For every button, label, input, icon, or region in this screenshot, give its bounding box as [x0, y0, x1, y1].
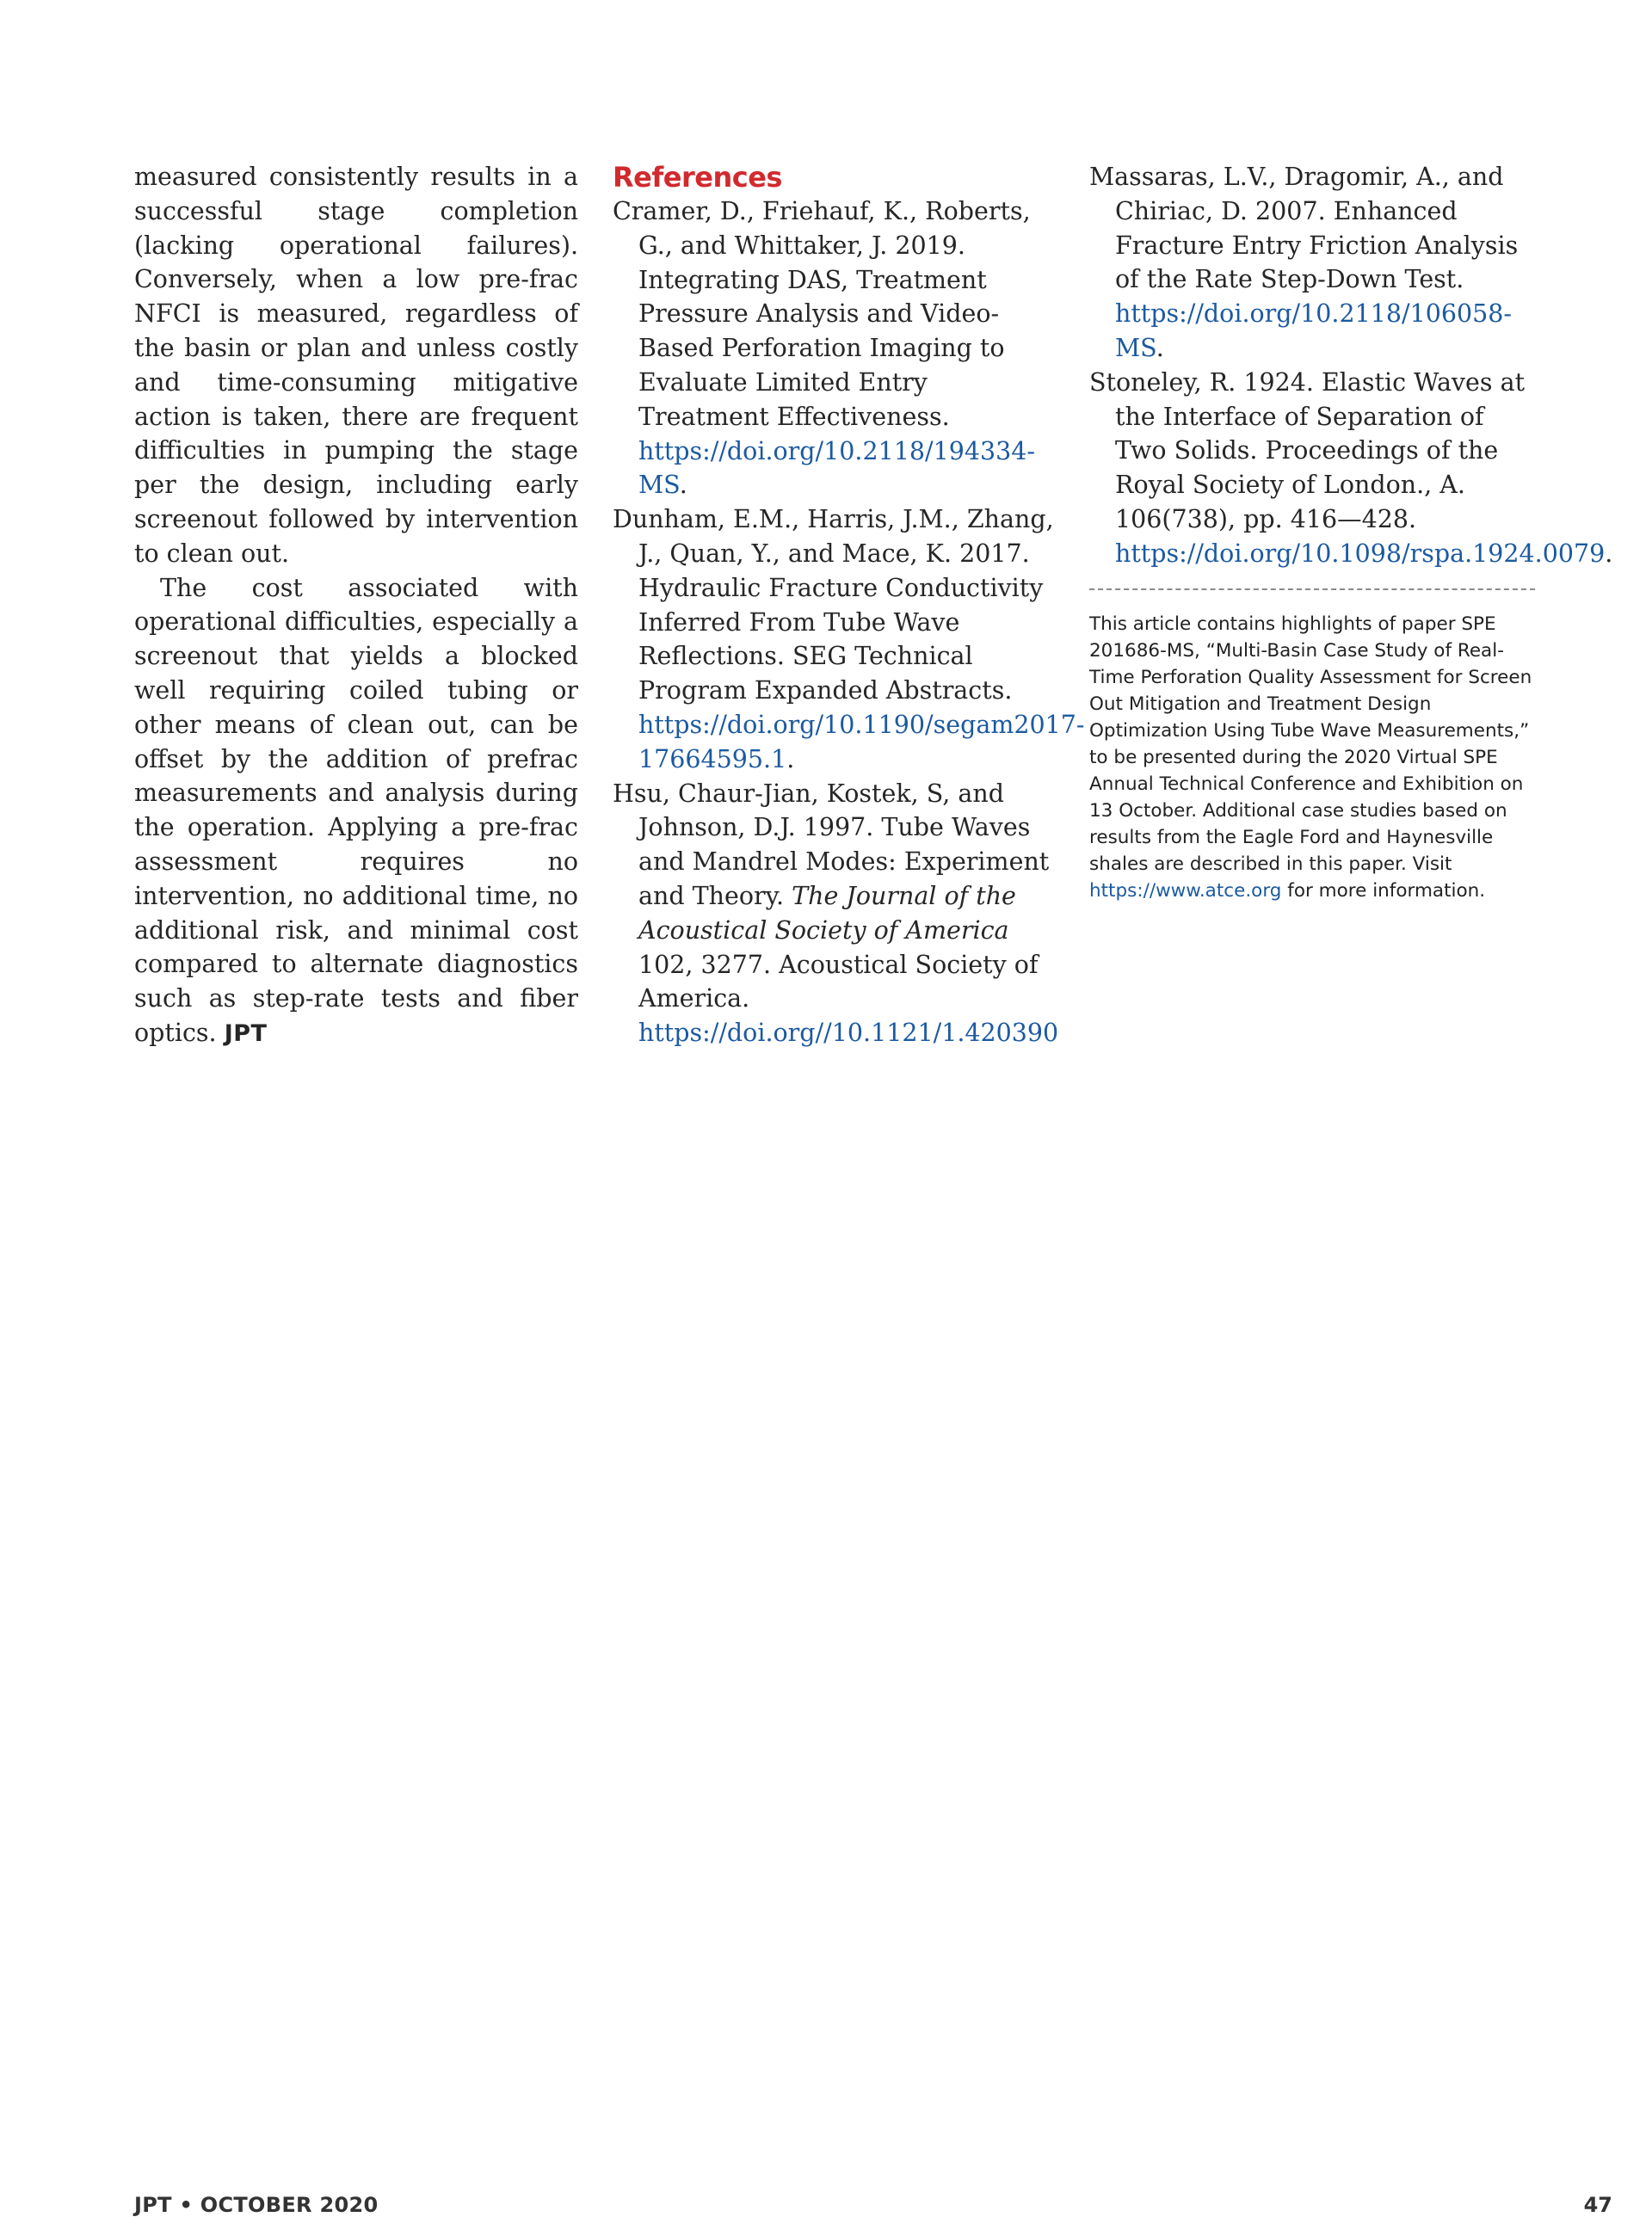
reference-suffix: . [1605, 539, 1613, 568]
article-end-mark: JPT [224, 1019, 268, 1047]
reference-doi-link[interactable]: https://doi.org//10.1121/1.420390 [638, 1019, 1059, 1048]
reference-suffix: . [1156, 333, 1164, 362]
references-column [613, 160, 1085, 1050]
reference-massaras [1089, 160, 1537, 366]
reference-text: Massaras, L.V., Dragomir, A., and Chiriac, D. 2007. Enhanced Fracture Entry Friction Analysis of the Rate Step-Down Test. [1089, 163, 1519, 294]
body-text-column [134, 160, 578, 1051]
reference-doi-link[interactable]: https://doi.org/10.2118/194334-MS [638, 436, 1036, 500]
references-heading: References [613, 161, 782, 194]
reference-text: Hsu, Chaur-Jian, Kostek, S, and Johnson, D.J. 1997. Tube Waves and Mandrel Modes: Experiment and Theory. [613, 779, 1050, 910]
body-paragraph-2 [134, 571, 578, 1051]
body-paragraph-2-text: The cost associated with operational difficulties, especially a screenout that yields a blocked well requiring coiled tubing or other means of clean out, can be offset by the addition of prefrac measurements and analysis during the operation. Applying a pre-frac assessment requires no intervention, no additional time, no additional risk, and minimal cost compared to alternate diagnostics such as step-rate tests and fiber optics. [134, 573, 578, 1047]
references-column-continued [1089, 160, 1613, 904]
note-text: This article contains highlights of paper SPE 201686-MS, “Multi-Basin Case Study of Real-Time Perforation Quality Assessment for Screen Out Mitigation and Treatment Design Optimization Using Tube Wave Measurements,” to be presented during the 2020 Virtual SPE Annual Technical Conference and Exhibition on 13 October. Additional case studies based on results from the Eagle Ford and Haynesville shales are described in this paper. Visit [1089, 613, 1532, 875]
atce-link[interactable]: https://www.atce.org [1089, 879, 1282, 902]
reference-text: Cramer, D., Friehauf, K., Roberts, G., and Whittaker, J. 2019. Integrating DAS, Treatment Pressure Analysis and Video-Based Perforation Imaging to Evaluate Limited Entry Treatment Effectiveness. [613, 197, 1031, 431]
reference-dunham [613, 502, 1085, 776]
reference-cramer [613, 194, 1060, 502]
reference-suffix: . [679, 471, 687, 500]
dashed-divider [1089, 588, 1535, 590]
reference-journal-title: The Journal of the Acoustical Society of America [638, 881, 1016, 945]
reference-hsu [613, 777, 1060, 1050]
reference-text-after: 102, 3277. Acoustical Society of America. [638, 950, 1039, 1013]
body-paragraph-1: measured consistently results in a successful stage completion (lacking operational failures). Conversely, when a low pre-frac NFCI is measured, regardless of the basin or plan and unless costly and time-consuming mitigative action is taken, there are frequent difficulties in pumping the stage per the design, including early screenout followed by intervention to clean out. [134, 163, 578, 568]
note-text-after: for more information. [1281, 879, 1486, 902]
footer-publication-date: JPT • OCTOBER 2020 [134, 2193, 379, 2217]
reference-doi-link[interactable]: https://doi.org/10.1190/segam2017-17664595.1 [638, 710, 1085, 773]
reference-suffix: . [786, 744, 795, 773]
page-number: 47 [1583, 2193, 1612, 2217]
reference-stoneley [1089, 366, 1613, 571]
article-source-note [1089, 611, 1537, 904]
reference-doi-link[interactable]: https://doi.org/10.1098/rspa.1924.0079 [1115, 539, 1606, 568]
reference-text: Stoneley, R. 1924. Elastic Waves at the Interface of Separation of Two Solids. Proceedings of the Royal Society of London., A. 106(738), pp. 416—428. [1089, 367, 1526, 533]
reference-doi-link[interactable]: https://doi.org/10.2118/106058-MS [1115, 299, 1513, 362]
reference-text: Dunham, E.M., Harris, J.M., Zhang, J., Quan, Y., and Mace, K. 2017. Hydraulic Fracture Conductivity Inferred From Tube Wave Reflections. SEG Technical Program Expanded Abstracts. [613, 505, 1054, 705]
